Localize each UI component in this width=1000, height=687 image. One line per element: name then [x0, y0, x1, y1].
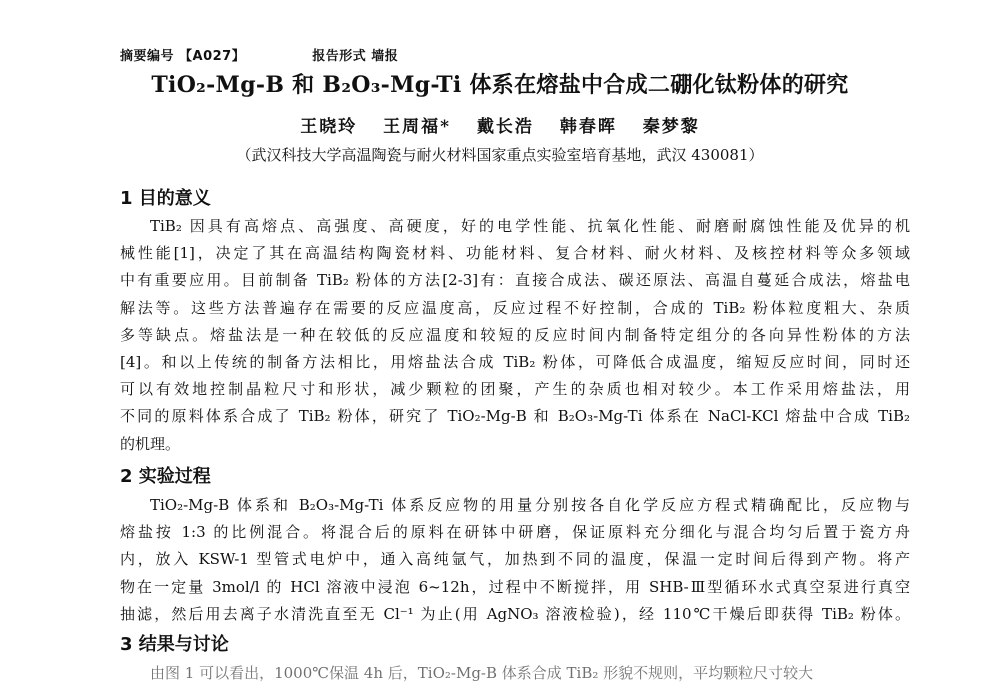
- body-line: TiB₂ 因具有高熔点、高强度、高硬度，好的电学性能、抗氧化性能、耐磨耐腐蚀性能及优异的机: [150, 217, 910, 235]
- body-line: 中有重要应用。目前制备 TiB₂ 粉体的方法[2-3]有：直接合成法、碳还原法、高温自蔓延合成法，熔盐电: [120, 271, 910, 290]
- author-list: [0, 112, 1000, 137]
- body-line: [4]。和以上传统的制备方法相比，用熔盐法合成 TiB₂ 粉体，可降低合成温度，缩短反应时间，同时还: [120, 353, 910, 372]
- body-line: 多等缺点。熔盐法是一种在较低的反应温度和较短的反应时间内制备特定组分的各向异性粉体的方法: [120, 325, 910, 344]
- abstract-code: 摘要编号 【A027】: [120, 49, 246, 64]
- section-body: [120, 660, 910, 687]
- author: 王周福*: [383, 117, 452, 137]
- body-line: 由图 1 可以看出，1000℃保温 4h 后，TiO₂-Mg-B 体系合成 TiB₂ 形貌不规则，平均颗粒尺寸较大: [150, 664, 814, 682]
- author: 戴长浩: [476, 117, 534, 137]
- body-line: 可以有效地控制晶粒尺寸和形状，减少颗粒的团聚，产生的杂质也相对较少。本工作采用熔盐法，用: [120, 380, 910, 399]
- body-line: 熔盐按 1:3 的比例混合。将混合后的原料在研钵中研磨，保证原料充分细化与混合均匀后置于瓷方舟: [120, 523, 910, 542]
- author: 韩春晖: [559, 117, 617, 137]
- body-line: 解法等。这些方法普遍存在需要的反应温度高，反应过程不好控制，合成的 TiB₂ 粉体粒度粗大、杂质: [120, 298, 910, 317]
- body-line: 内，放入 KSW-1 型管式电炉中，通入高纯氩气，加热到不同的温度，保温一定时间后得到产物。将产: [120, 550, 910, 569]
- section-body: [120, 213, 910, 458]
- body-line: 的机理。: [120, 434, 181, 453]
- body-line: 物在一定量 3mol/l 的 HCl 溶液中浸泡 6~12h，过程中不断搅拌，用 SHB-Ⅲ型循环水式真空泵进行真空: [120, 577, 910, 596]
- report-type: 报告形式 墙报: [312, 49, 399, 64]
- section-heading: 2 实验过程: [120, 466, 211, 487]
- body-line: 抽滤，然后用去离子水清洗直至无 Cl⁻¹ 为止(用 AgNO₃ 溶液检验)，经 110℃干燥后即获得 TiB₂ 粉体。: [120, 604, 910, 623]
- section-heading: 3 结果与讨论: [120, 634, 229, 655]
- abstract-header: [120, 45, 398, 64]
- affiliation: （武汉科技大学高温陶瓷与耐火材料国家重点实验室培育基地，武汉 430081）: [236, 146, 764, 164]
- section-heading: 1 目的意义: [120, 188, 211, 209]
- author: 王晓玲: [300, 117, 358, 137]
- paper-title: TiO₂-Mg-B 和 B₂O₃-Mg-Ti 体系在熔盐中合成二硼化钛粉体的研究: [151, 72, 849, 98]
- section-body: [120, 492, 910, 628]
- body-line: 械性能[1]，决定了其在高温结构陶瓷材料、功能材料、复合材料、耐火材料、及核控材料等众多领域: [120, 244, 910, 263]
- author: 秦梦黎: [642, 117, 700, 137]
- body-line: TiO₂-Mg-B 体系和 B₂O₃-Mg-Ti 体系反应物的用量分别按各自化学反应方程式精确配比，反应物与: [150, 496, 910, 514]
- body-line: 不同的原料体系合成了 TiB₂ 粉体，研究了 TiO₂-Mg-B 和 B₂O₃-Mg-Ti 体系在 NaCl-KCl 熔盐中合成 TiB₂: [120, 407, 910, 426]
